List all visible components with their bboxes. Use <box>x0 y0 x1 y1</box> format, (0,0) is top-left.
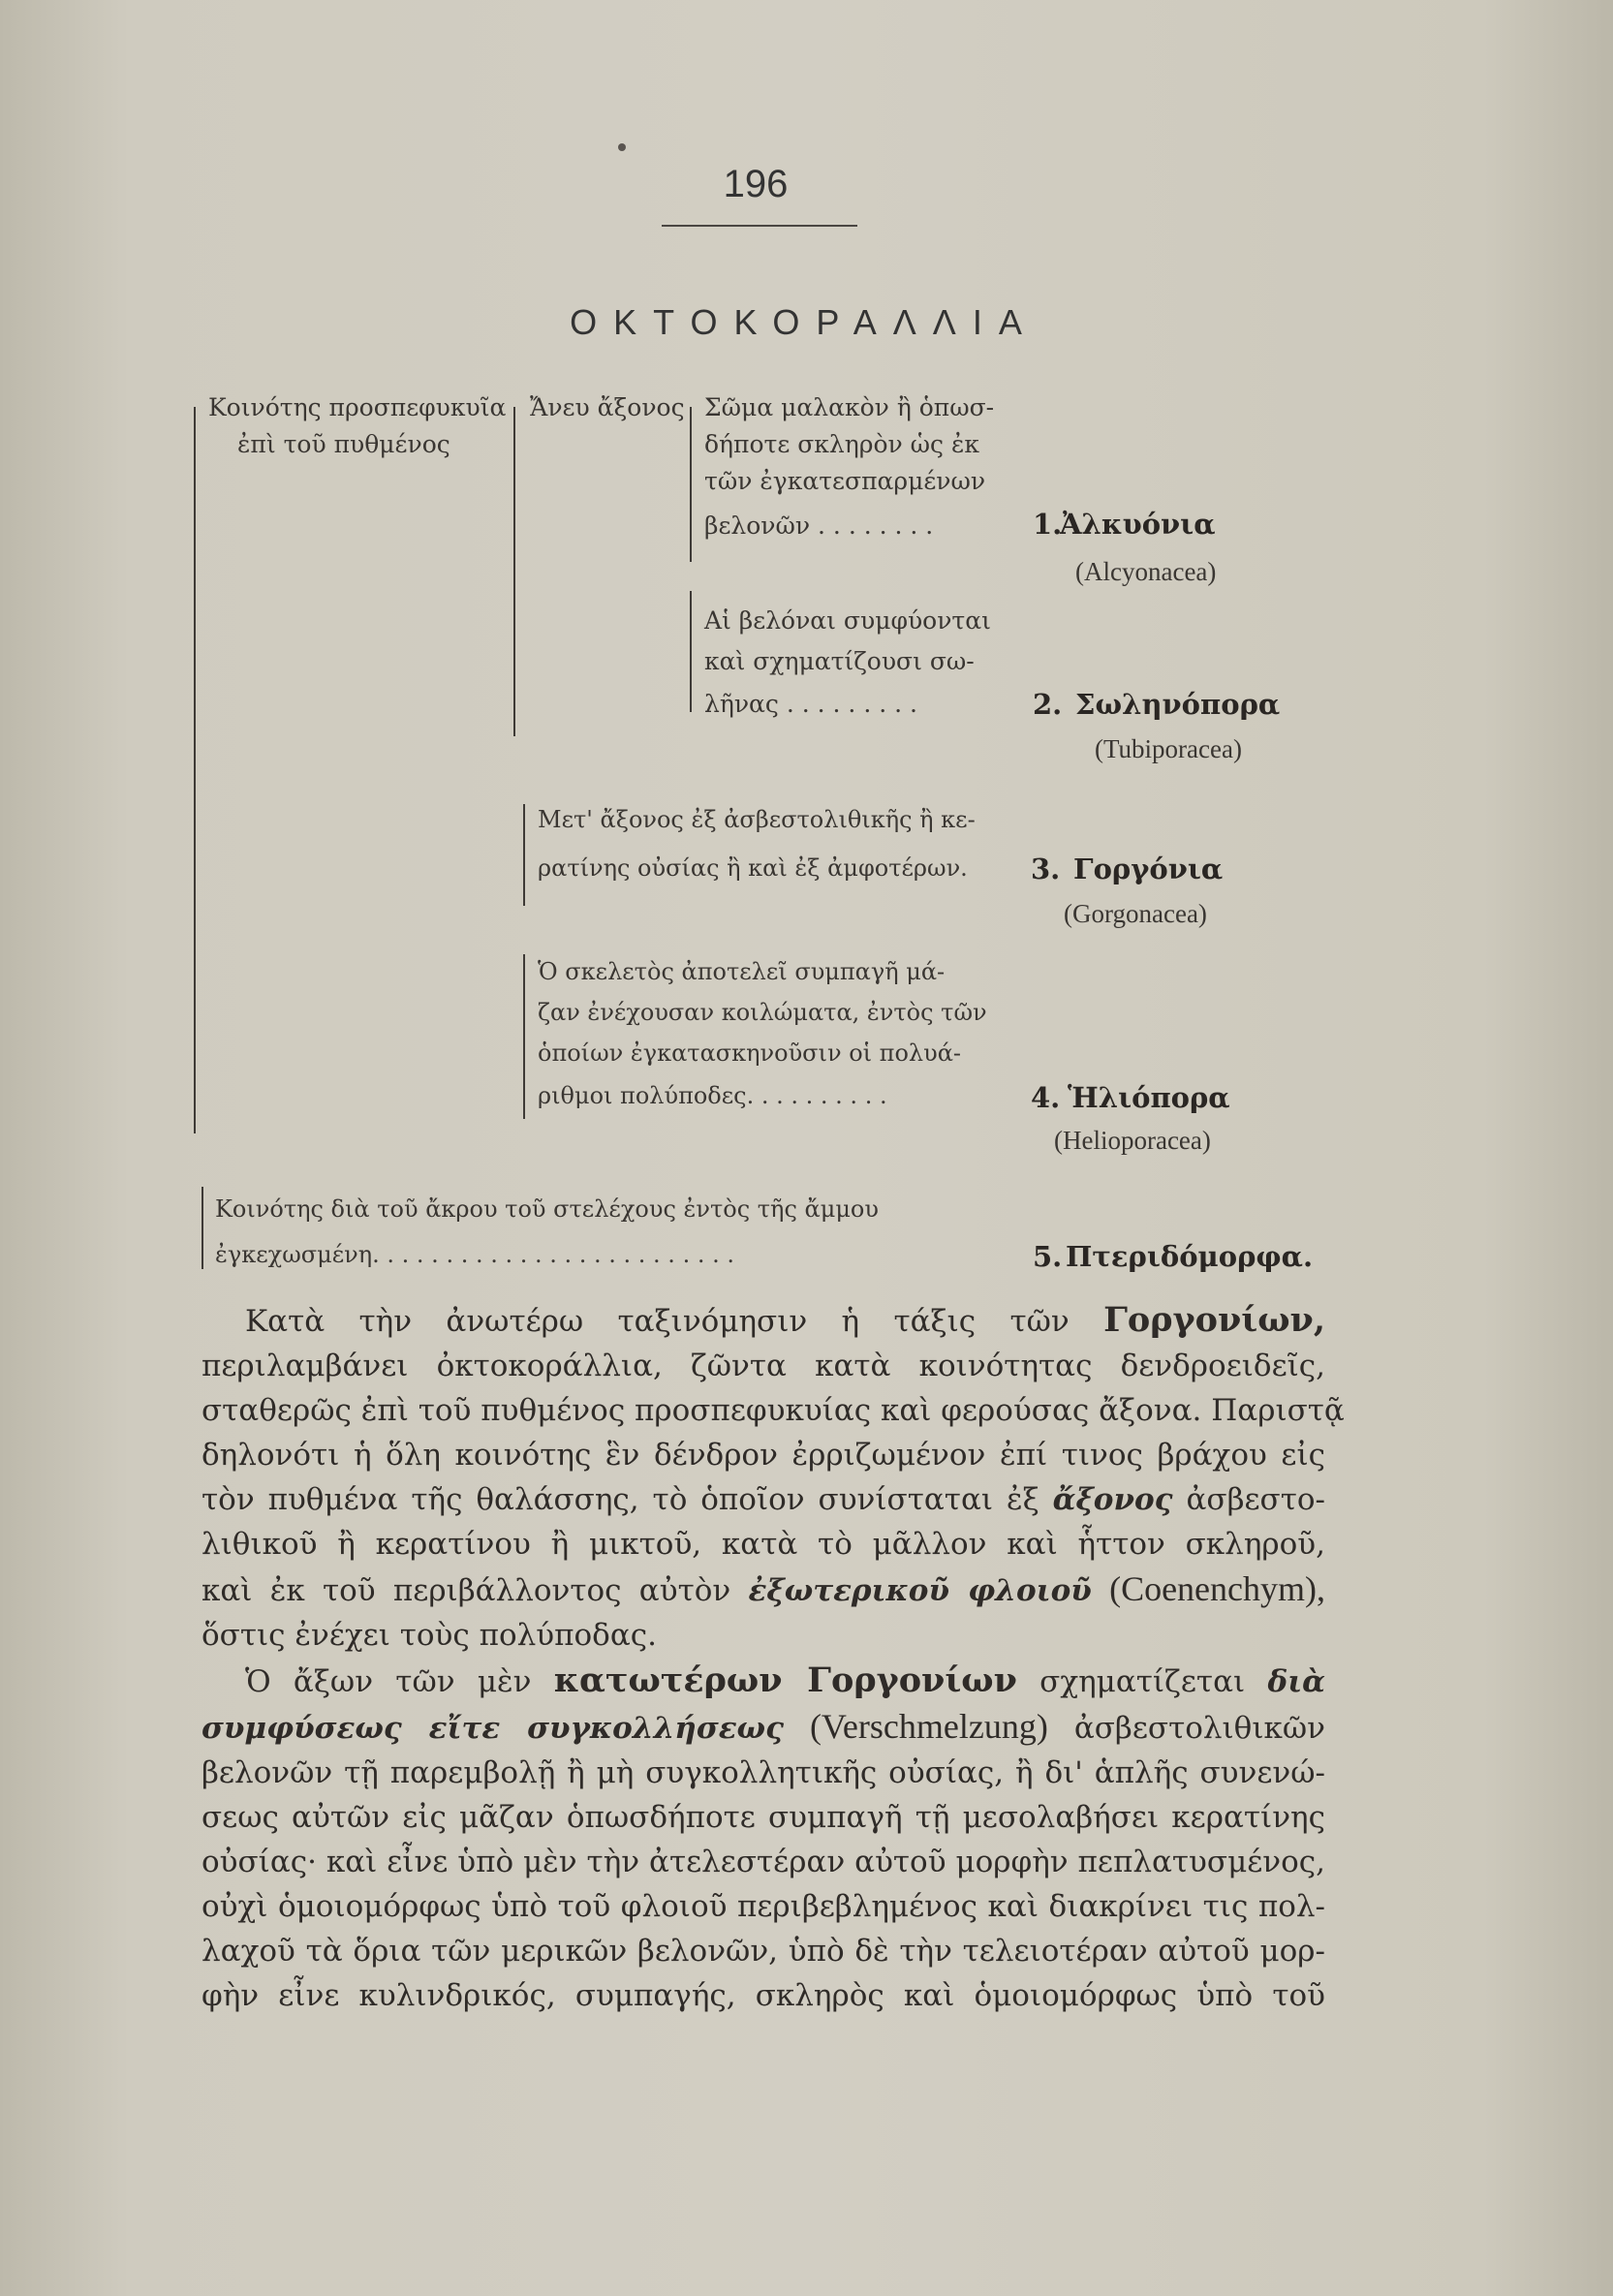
para2-line2: συμφύσεως εἴτε συγκολλήσεως (Verschmelzung) ἀσβεστολιθικῶν <box>202 1707 1325 1746</box>
brace-level1 <box>194 407 196 1133</box>
key-entry1-line1: Σῶμα μαλακὸν ἢ ὁπωσ- <box>704 393 995 421</box>
para2-line1: Ὁ ἄξων τῶν μὲν κατωτέρων Γοργονίων σχηματίζεται διὰ <box>245 1660 1325 1700</box>
para1-line3: σταθερῶς ἐπὶ τοῦ πυθμένος προσπεφυκυίας καὶ φερούσας ἄξονα. Παριστᾷ <box>202 1393 1345 1428</box>
brace-entry3 <box>523 804 525 906</box>
paragraph-1 <box>202 1298 1345 1658</box>
para1-line7: καὶ ἐκ τοῦ περιβάλλοντος αὐτὸν ἐξωτερικοῦ φλοιοῦ (Coenenchym), <box>202 1569 1326 1608</box>
taxon-4-number: 4. <box>1031 1081 1061 1114</box>
key-entry2-line1: Αἱ βελόναι συμφύονται <box>704 606 991 635</box>
para1-line6: λιθικοῦ ἢ κερατίνου ἢ μικτοῦ, κατὰ τὸ μᾶλλον καὶ ἧττον σκληροῦ, <box>202 1527 1325 1562</box>
key-entry1-line4: βελονῶν . . . . . . . . <box>704 512 934 540</box>
key-entry1-line2: δήποτε σκληρὸν ὡς ἐκ <box>704 430 980 458</box>
para2-line3: βελονῶν τῇ παρεμβολῇ ἢ μὴ συγκολλητικῆς οὐσίας, ἢ δι' ἁπλῆς συνενώ- <box>202 1755 1325 1790</box>
para1-line1: Κατὰ τὴν ἀνωτέρω ταξινόμησιν ἡ τάξις τῶν Γοργονίων, <box>245 1300 1325 1340</box>
brace-entry4 <box>523 954 525 1119</box>
para1-line8: ὅστις ἐνέχει τοὺς πολύποδας. <box>202 1618 657 1653</box>
taxon-3-latin: (Gorgonacea) <box>1064 899 1207 928</box>
taxon-4-latin: (Helioporacea) <box>1054 1126 1211 1155</box>
taxon-1-latin: (Alcyonacea) <box>1075 557 1217 586</box>
key-entry4-line1: Ὁ σκελετὸς ἀποτελεῖ συμπαγῆ μά- <box>538 958 946 985</box>
para2-line6: οὐχὶ ὁμοιομόρφως ὑπὸ τοῦ φλοιοῦ περιβεβλημένος καὶ διακρίνει τις πολ- <box>202 1889 1325 1924</box>
taxon-4-name: Ἡλιόπορα <box>1068 1081 1230 1114</box>
brace-entry2 <box>690 591 692 712</box>
taxon-1-name: Ἀλκυόνια <box>1060 508 1216 541</box>
taxon-2-name: Σωληνόπορα <box>1075 688 1281 721</box>
taxon-5-name: Πτεριδόμορφα. <box>1066 1240 1314 1273</box>
para2-line8: φὴν εἶνε κυλινδρικός, συμπαγής, σκληρὸς καὶ ὁμοιομόρφως ὑπὸ τοῦ <box>202 1978 1325 2013</box>
brace-entry1 <box>690 407 692 562</box>
para2-line5: οὐσίας· καὶ εἶνε ὑπὸ μὲν τὴν ἀτελεστέραν αὐτοῦ μορφὴν πεπλατυσμένος, <box>202 1845 1325 1879</box>
taxon-2-latin: (Tubiporacea) <box>1095 734 1242 763</box>
key-entry2-line3: λῆνας . . . . . . . . . <box>704 690 917 718</box>
page-number: 196 <box>723 163 789 205</box>
key-entry5-line1: Κοινότης διὰ τοῦ ἄκρου τοῦ στελέχους ἐντὸς τῆς ἄμμου <box>215 1195 879 1223</box>
taxon-2-number: 2. <box>1033 688 1063 721</box>
key-entry4-line3: ὁποίων ἐγκατασκηνοῦσιν οἱ πολυά- <box>538 1039 962 1067</box>
key-entry3-line2: ρατίνης οὐσίας ἢ καὶ ἐξ ἀμφοτέρων. <box>538 854 968 882</box>
para1-line2: περιλαμβάνει ὀκτοκοράλλια, ζῶντα κατὰ κοινότητας δενδροειδεῖς, <box>202 1349 1325 1383</box>
ink-speck <box>618 143 626 151</box>
para1-line5: τὸν πυθμένα τῆς θαλάσσης, τὸ ὁποῖον συνίσταται ἐξ ἄξονος ἀσβεστο- <box>202 1482 1326 1517</box>
key-entry2-line2: καὶ σχηματίζουσι σω- <box>704 647 975 675</box>
key-level1-line2: ἐπὶ τοῦ πυθμένος <box>237 430 450 458</box>
key-entry4-line4: ριθμοι πολύποδες. . . . . . . . . . <box>538 1082 887 1109</box>
taxon-5-number: 5. <box>1033 1240 1063 1273</box>
taxon-3-number: 3. <box>1031 853 1061 885</box>
page-title: ΟΚΤΟΚΟΡΑΛΛΙΑ <box>570 302 1039 342</box>
taxon-3-name: Γοργόνια <box>1073 853 1224 885</box>
brace-level2 <box>513 407 515 736</box>
para2-line4: σεως αὐτῶν εἰς μᾶζαν ὁπωσδήποτε συμπαγῆ τῇ μεσολαβήσει κερατίνης <box>202 1800 1325 1835</box>
key-entry5-line2: ἐγκεχωσμένη. . . . . . . . . . . . . . . . . . . . . . . . . <box>215 1241 734 1268</box>
paragraph-2 <box>202 1659 1325 2018</box>
key-entry1-line3: τῶν ἐγκατεσπαρμένων <box>704 467 986 495</box>
key-entry4-line2: ζαν ἐνέχουσαν κοιλώματα, ἐντὸς τῶν <box>538 999 987 1026</box>
para1-line4: δηλονότι ἡ ὅλη κοινότης ἓν δένδρον ἐρριζωμένον ἐπί τινος βράχου εἰς <box>202 1438 1325 1473</box>
key-entry3-line1: Μετ' ἄξονος ἐξ ἀσβεστολιθικῆς ἢ κε- <box>538 806 976 833</box>
brace-entry5 <box>202 1187 203 1269</box>
key-level1-line1: Κοινότης προσπεφυκυῖα <box>208 393 507 421</box>
page-number-rule <box>662 225 857 227</box>
key-level2: Ἄνευ ἄξονος <box>530 393 685 421</box>
para2-line7: λαχοῦ τὰ ὅρια τῶν μερικῶν βελονῶν, ὑπὸ δὲ τὴν τελειοτέραν αὐτοῦ μορ- <box>202 1934 1325 1969</box>
taxon-1-number: 1. <box>1033 508 1063 541</box>
